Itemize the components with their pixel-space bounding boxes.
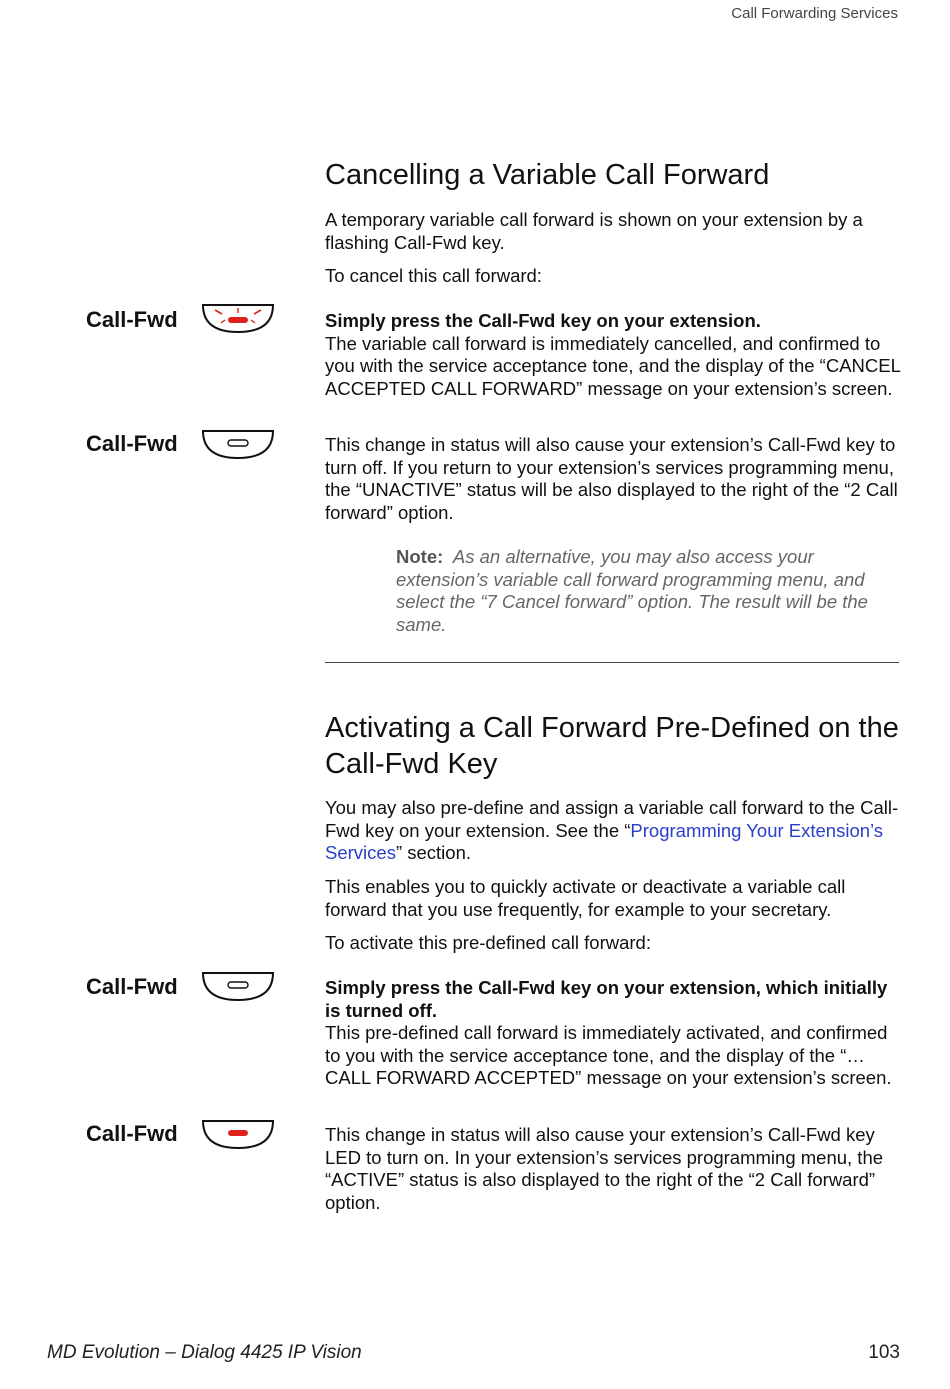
step-bold-text: Simply press the Call-Fwd key on your extension.	[325, 310, 761, 331]
programming-services-link[interactable]: Programming Your Extension’s Services	[325, 819, 884, 864]
key-label-call-fwd: Call-Fwd	[86, 431, 178, 456]
note-label: Note:	[396, 546, 444, 567]
intro-paragraph: A temporary variable call forward is shown on your extension by a flashing Call-Fwd key.	[325, 209, 863, 253]
key-flashing-icon	[201, 302, 275, 334]
section-divider	[325, 662, 899, 663]
footer-doc-title: MD Evolution – Dialog 4425 IP Vision	[47, 1342, 362, 1363]
status-paragraph: This change in status will also cause your extension’s Call-Fwd key to turn off. If you return to your extension’s services programming menu, the “UNACTIVE” status will be also displayed to the right of the “2 Call forward” option.	[325, 434, 898, 523]
step-text: This pre-defined call forward is immediately activated, and confirmed to you with the service acceptance tone, and the display of the “…CALL FORWARD ACCEPTED” message on your extension’s screen.	[325, 1022, 892, 1089]
key-label-call-fwd: Call-Fwd	[86, 307, 178, 332]
note-text: As an alternative, you may also access your extension’s variable call forward programming menu, and select the “7 Cancel forward” option. The result will be the same.	[396, 546, 868, 635]
intro-text-after: ” section.	[395, 842, 472, 864]
key-label-call-fwd: Call-Fwd	[86, 1121, 178, 1146]
running-header: Call Forwarding Services	[731, 5, 898, 22]
intro-paragraph	[325, 797, 905, 865]
step-paragraph	[325, 310, 905, 400]
instruction-paragraph: To cancel this call forward:	[325, 265, 542, 286]
key-off-icon	[201, 428, 275, 460]
instruction-paragraph: To activate this pre-defined call forward:	[325, 932, 651, 953]
section-heading-cancel: Cancelling a Variable Call Forward	[325, 159, 770, 191]
key-label-call-fwd: Call-Fwd	[86, 974, 178, 999]
intro-text-before: You may also pre-define and assign a variable call forward to the Call-Fwd key on your extension. See the “	[325, 797, 899, 841]
step-text: The variable call forward is immediately cancelled, and confirmed to you with the service acceptance tone, and the display of the “CANCEL ACCEPTED CALL FORWARD” message on your extension’s screen.	[325, 332, 901, 399]
enables-paragraph: This enables you to quickly activate or deactivate a variable call forward that you use frequently, for example to your secretary.	[325, 876, 846, 920]
page-number: 103	[868, 1342, 900, 1363]
status-paragraph: This change in status will also cause your extension’s Call-Fwd key LED to turn on. In your extension’s services programming menu, the “ACTIVE” status is also displayed to the right of the “2 Call forward” option.	[325, 1124, 884, 1213]
section-heading-activate: Activating a Call Forward Pre-Defined on the Call-Fwd Key	[325, 712, 899, 780]
key-off-icon	[201, 970, 275, 1002]
key-on-icon	[201, 1118, 275, 1150]
step-paragraph	[325, 977, 905, 1090]
note-paragraph	[396, 546, 901, 636]
step-bold-text: Simply press the Call-Fwd key on your extension, which initially is turned off.	[325, 977, 888, 1021]
